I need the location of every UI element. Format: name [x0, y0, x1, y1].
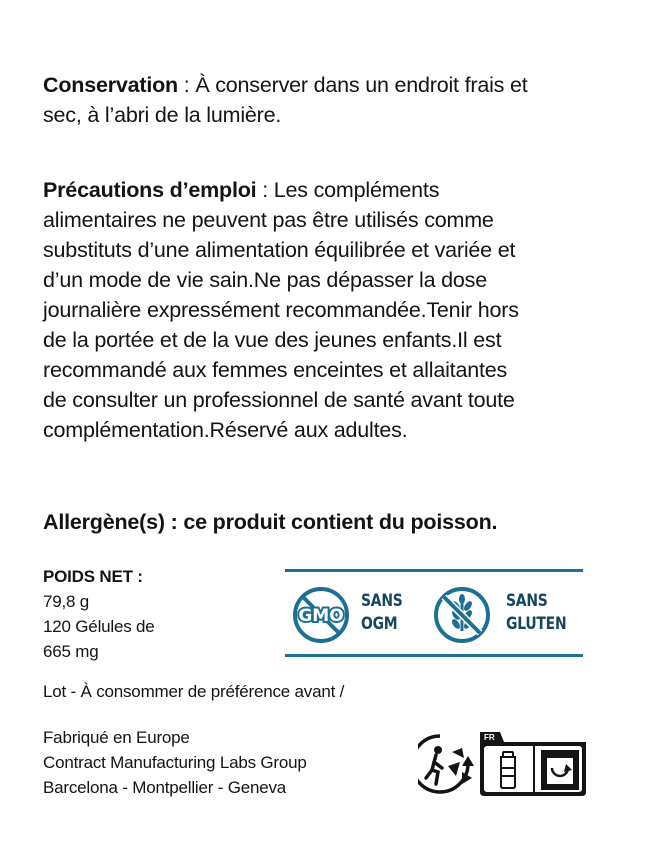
allergen-label: Allergène(s): [43, 510, 165, 534]
triman-icon: [418, 736, 474, 792]
conservation-text-2: sec, à l’abri de la lumière.: [43, 103, 282, 127]
conservation-section: [43, 70, 603, 130]
capsule-weight: 665 mg: [43, 642, 99, 661]
precautions-separator: :: [256, 178, 274, 202]
precautions-line: journalière expressément recommandée.Tenir hors: [43, 298, 519, 322]
manufacturer-cities: Barcelona - Montpellier - Geneva: [43, 778, 287, 797]
manufacture-origin: Fabriqué en Europe: [43, 728, 190, 747]
sans-gluten-line-1: SANS: [506, 591, 548, 611]
recycling-info-icon: [418, 728, 586, 800]
manufacturer-section: [43, 725, 423, 800]
conservation-separator: :: [178, 73, 196, 97]
precautions-line: Les compléments: [273, 178, 440, 202]
precautions-line: de la portée et de la vue des jeunes enfants.Il est: [43, 328, 502, 352]
country-code: FR: [484, 733, 495, 742]
precautions-section: [43, 175, 603, 445]
sans-gluten-label: [506, 590, 566, 636]
allergen-text: : ce produit contient du poisson.: [164, 510, 498, 534]
manufacturer-name: Contract Manufacturing Labs Group: [43, 753, 307, 772]
precautions-line: d’un mode de vie sain.Ne pas dépasser la dose: [43, 268, 487, 292]
badge-top-rule: [285, 569, 583, 572]
certification-badges: [285, 569, 583, 657]
precautions-label: Précautions d’emploi: [43, 178, 257, 202]
conservation-text-1: À conserver dans un endroit frais et: [195, 73, 528, 97]
precautions-line: substituts d’une alimentation équilibrée et variée et: [43, 238, 516, 262]
no-gmo-icon: [291, 585, 351, 645]
precautions-line: de consulter un professionnel de santé avant toute: [43, 388, 515, 412]
precautions-line: alimentaires ne peuvent pas être utilisés comme: [43, 208, 494, 232]
net-weight-value: 79,8 g: [43, 592, 90, 611]
gmo-icon-text: GMO: [298, 606, 344, 626]
sans-ogm-line-1: SANS: [361, 591, 403, 611]
sans-gluten-line-2: GLUTEN: [506, 614, 567, 634]
allergen-section: [43, 507, 603, 537]
info-tri-box: [480, 732, 586, 796]
sans-ogm-line-2: OGM: [361, 614, 398, 634]
recycling-bin-icon: [541, 750, 579, 790]
capsule-count: 120 Gélules de: [43, 617, 155, 636]
precautions-line: complémentation.Réservé aux adultes.: [43, 418, 408, 442]
lot-expiry-line: Lot - À consommer de préférence avant /: [43, 682, 345, 701]
conservation-label: Conservation: [43, 73, 178, 97]
badge-bottom-rule: [285, 654, 583, 657]
precautions-line: recommandé aux femmes enceintes et allaitantes: [43, 358, 508, 382]
sans-ogm-label: [361, 590, 403, 636]
net-weight-label: POIDS NET :: [43, 567, 143, 586]
net-weight-section: [43, 564, 273, 664]
gluten-free-icon: [432, 585, 492, 645]
